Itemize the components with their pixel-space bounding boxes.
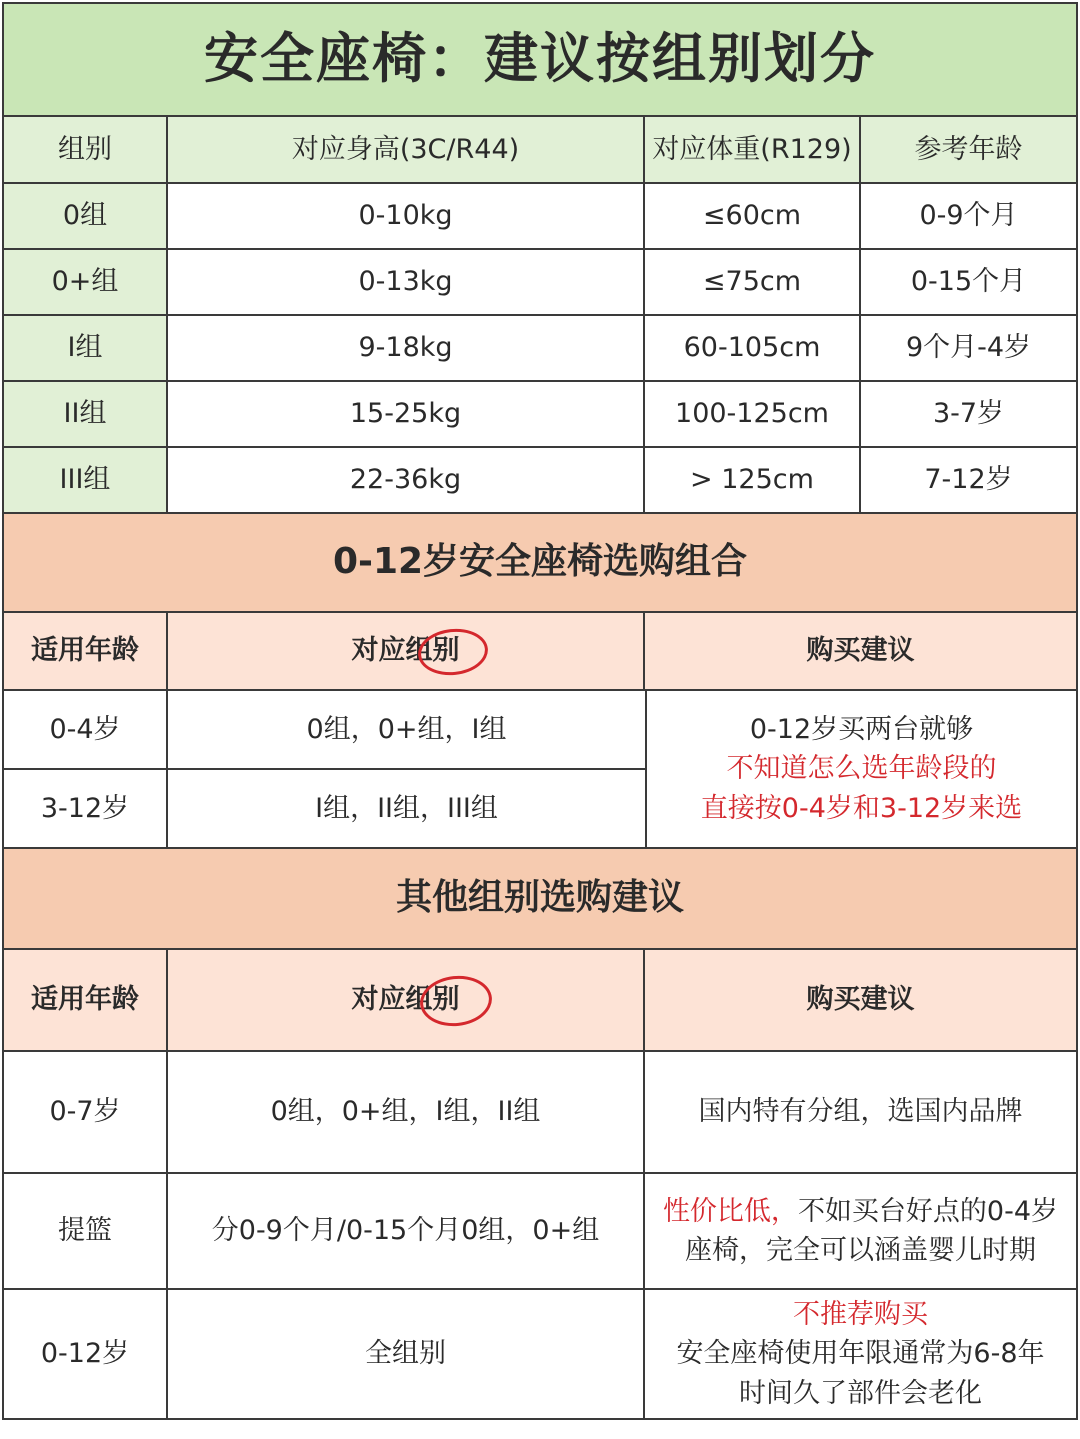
age-cell: 0-12岁 bbox=[4, 1290, 168, 1418]
header-group: 组别 bbox=[4, 117, 168, 182]
combo-body bbox=[4, 691, 1076, 849]
age-cell: 0-15个月 bbox=[910, 266, 1027, 298]
advice-line: 时间久了部件会老化 bbox=[739, 1377, 982, 1409]
combo-header bbox=[4, 613, 1076, 691]
groups-cell: 0组，0+组，I组 bbox=[306, 713, 507, 745]
age-cell: 0-4岁 bbox=[4, 691, 168, 768]
weight-cell: 100-125cm bbox=[645, 382, 861, 446]
table-row bbox=[4, 316, 1076, 382]
table-row bbox=[4, 691, 645, 770]
table-row bbox=[4, 1052, 1076, 1174]
age-cell: 提篮 bbox=[4, 1174, 168, 1288]
seat-guide-sheet bbox=[2, 2, 1078, 1420]
header-group-map bbox=[168, 950, 645, 1050]
age-cell: 3-12岁 bbox=[4, 770, 168, 847]
weight-cell: 60-105cm bbox=[645, 316, 861, 380]
height-cell: 9-18kg bbox=[168, 316, 645, 380]
table-row bbox=[4, 1174, 1076, 1290]
header-group-map bbox=[168, 613, 645, 689]
age-cell: 0-7岁 bbox=[4, 1052, 168, 1172]
advice-cell bbox=[645, 1290, 1076, 1418]
advice-line-red: 不知道怎么选年龄段的 bbox=[726, 753, 997, 785]
group-table-header bbox=[4, 117, 1076, 184]
other-header bbox=[4, 950, 1076, 1052]
age-cell: 0-9个月 bbox=[919, 200, 1018, 232]
groups-cell: 分0-9个月/0-15个月0组，0+组 bbox=[168, 1174, 645, 1288]
advice-line: 安全座椅使用年限通常为6-8年 bbox=[676, 1338, 1045, 1370]
age-cell: 3-7岁 bbox=[932, 398, 1005, 430]
height-cell: 15-25kg bbox=[168, 382, 645, 446]
combo-section-title-row bbox=[4, 514, 1076, 613]
weight-cell: ≤60cm bbox=[645, 184, 861, 248]
groups-cell: I组，II组，III组 bbox=[315, 792, 498, 824]
weight-cell: ≤75cm bbox=[645, 250, 861, 314]
height-cell: 22-36kg bbox=[168, 448, 645, 512]
title-row bbox=[4, 4, 1076, 117]
other-section-title-row bbox=[4, 849, 1076, 950]
combo-advice-cell bbox=[645, 691, 1076, 847]
group-cell: II组 bbox=[4, 382, 168, 446]
table-row bbox=[4, 448, 1076, 514]
header-applicable-age: 适用年龄 bbox=[4, 950, 168, 1050]
header-height: 对应身高(3C/R44) bbox=[168, 117, 645, 182]
table-row bbox=[4, 382, 1076, 448]
table-row bbox=[4, 250, 1076, 316]
group-cell: 0+组 bbox=[4, 250, 168, 314]
groups-cell: 全组别 bbox=[168, 1290, 645, 1418]
header-purchase-advice: 购买建议 bbox=[645, 613, 1076, 689]
page-title: 安全座椅：建议按组别划分 bbox=[4, 4, 1076, 115]
header-weight: 对应体重(R129) bbox=[645, 117, 861, 182]
group-cell: 0组 bbox=[4, 184, 168, 248]
advice-red-text: 性价比低， bbox=[662, 1195, 798, 1227]
advice-cell: 国内特有分组，选国内品牌 bbox=[698, 1096, 1023, 1128]
table-row bbox=[4, 1290, 1076, 1418]
combo-section-title: 0-12岁安全座椅选购组合 bbox=[4, 514, 1076, 611]
group-cell: I组 bbox=[4, 316, 168, 380]
age-cell: 7-12岁 bbox=[924, 464, 1013, 496]
advice-line: 座椅，完全可以涵盖婴儿时期 bbox=[685, 1235, 1036, 1266]
table-row bbox=[4, 770, 645, 847]
height-cell: 0-10kg bbox=[168, 184, 645, 248]
header-applicable-age: 适用年龄 bbox=[4, 613, 168, 689]
advice-red-text: 不推荐购买 bbox=[793, 1299, 928, 1331]
header-group-map-label: 对应组别 bbox=[351, 984, 460, 1016]
header-group-map-label: 对应组别 bbox=[351, 635, 460, 667]
header-age: 参考年龄 bbox=[861, 117, 1076, 182]
advice-line-red: 直接按0-4岁和3-12岁来选 bbox=[700, 792, 1023, 824]
table-row bbox=[4, 184, 1076, 250]
other-section-title: 其他组别选购建议 bbox=[4, 849, 1076, 948]
group-cell: III组 bbox=[4, 448, 168, 512]
advice-line: 0-12岁买两台就够 bbox=[749, 714, 974, 746]
advice-text: 不如买台好点的0-4岁 bbox=[797, 1195, 1059, 1227]
height-cell: 0-13kg bbox=[168, 250, 645, 314]
advice-line bbox=[663, 1192, 1058, 1231]
weight-cell: > 125cm bbox=[645, 448, 861, 512]
groups-cell: 0组，0+组，I组，II组 bbox=[168, 1052, 645, 1172]
header-purchase-advice: 购买建议 bbox=[645, 950, 1076, 1050]
advice-cell bbox=[645, 1174, 1076, 1288]
age-cell: 9个月-4岁 bbox=[905, 332, 1032, 364]
